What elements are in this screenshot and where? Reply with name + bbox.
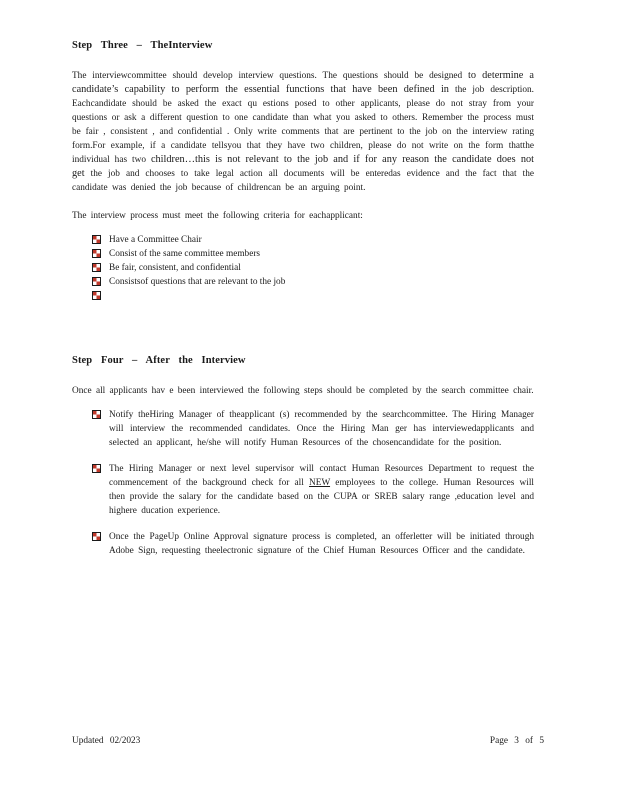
- list-item: [92, 247, 534, 261]
- page-footer: [72, 736, 544, 746]
- step-four-list: [72, 408, 534, 558]
- list-item-text: Consist of the same committee members: [109, 249, 261, 259]
- list-item-text: Notify theHiring Manager of theapplicant (s) recommended by the searchcommittee. The Hiring Manager will interview the recommended candidates. Once the Hiring Man ger has interviewedapplicants and selected an applicant, he/she will notify Human Resources of the chosencandidate for the position.: [109, 410, 534, 448]
- step-four-heading: Step Four – After the Interview: [72, 355, 246, 366]
- list-item: [92, 408, 534, 450]
- list-item-text: The Hiring Manager or next level supervisor will contact Human Resources Department to request the commencement of the background check for all: [109, 464, 534, 488]
- criteria-list: [72, 233, 534, 303]
- square-bullet-icon: [92, 235, 101, 244]
- criteria-intro: The interview process must meet the following criteria for eachapplicant:: [72, 211, 363, 221]
- square-bullet-icon: [92, 464, 101, 473]
- paragraph-text: the job description. Eachcandidate should be asked the exact qu estions posed to other applicants, please do not stray from your questions or ask a different question to one candidate than what you asked to others. Remember the process must be fair , consistent , and confidential . Only write comments that are pertinent to the job on the interview rating form.For example, if a candidate tellsyou that they have two children, please do not write on the form thatthe individual has two: [72, 85, 534, 165]
- list-item: [92, 261, 534, 275]
- list-item-text: employees to the college. Human Resources will then provide the salary for the candidate based on the CUPA or SREB salary range ,education level and highere ducation experience.: [109, 478, 534, 516]
- list-item: [92, 275, 534, 289]
- list-item-text: Consistsof questions that are relevant to the job: [109, 277, 286, 287]
- list-item-text: Be fair, consistent, and confidential: [109, 263, 241, 273]
- step-three-paragraph: [72, 69, 534, 195]
- square-bullet-icon: [92, 532, 101, 541]
- list-item: [92, 530, 534, 558]
- square-bullet-icon: [92, 263, 101, 272]
- list-item: [92, 289, 534, 303]
- step-four-intro: Once all applicants hav e been interviewed the following steps should be completed by the search committee chair.: [72, 386, 534, 396]
- paragraph-text-emph: to determine a candidate’s capability to perform the essential functions that have been defined in: [72, 70, 534, 95]
- document-page: [72, 40, 534, 570]
- square-bullet-icon: [92, 291, 101, 300]
- list-item: [92, 233, 534, 247]
- square-bullet-icon: [92, 277, 101, 286]
- paragraph-text: The interviewcommittee should develop interview questions. The questions should be designed: [72, 71, 469, 81]
- paragraph-text: the job and chooses to take legal action all documents will be enteredas evidence and the fact that the candidate was denied the job because of childrencan be an arguing point.: [72, 169, 534, 193]
- list-item-text: [109, 291, 111, 301]
- updated-date: Updated 02/2023: [72, 736, 141, 746]
- list-item-text: Have a Committee Chair: [109, 235, 202, 245]
- paragraph-text-emph: children…this is not relevant to the job and if for any reason the candidate does not get: [72, 154, 535, 179]
- page-number: Page 3 of 5: [489, 736, 544, 746]
- square-bullet-icon: [92, 410, 101, 419]
- step-three-heading: Step Three – TheInterview: [72, 40, 213, 51]
- list-item-text: Once the PageUp Online Approval signature process is completed, an offerletter will be initiated through Adobe Sign, requesting theelectronic signature of the Chief Human Resources Officer and the candidate.: [109, 532, 534, 556]
- list-item-text-underlined: NEW: [309, 478, 331, 488]
- square-bullet-icon: [92, 249, 101, 258]
- list-item: [92, 462, 534, 518]
